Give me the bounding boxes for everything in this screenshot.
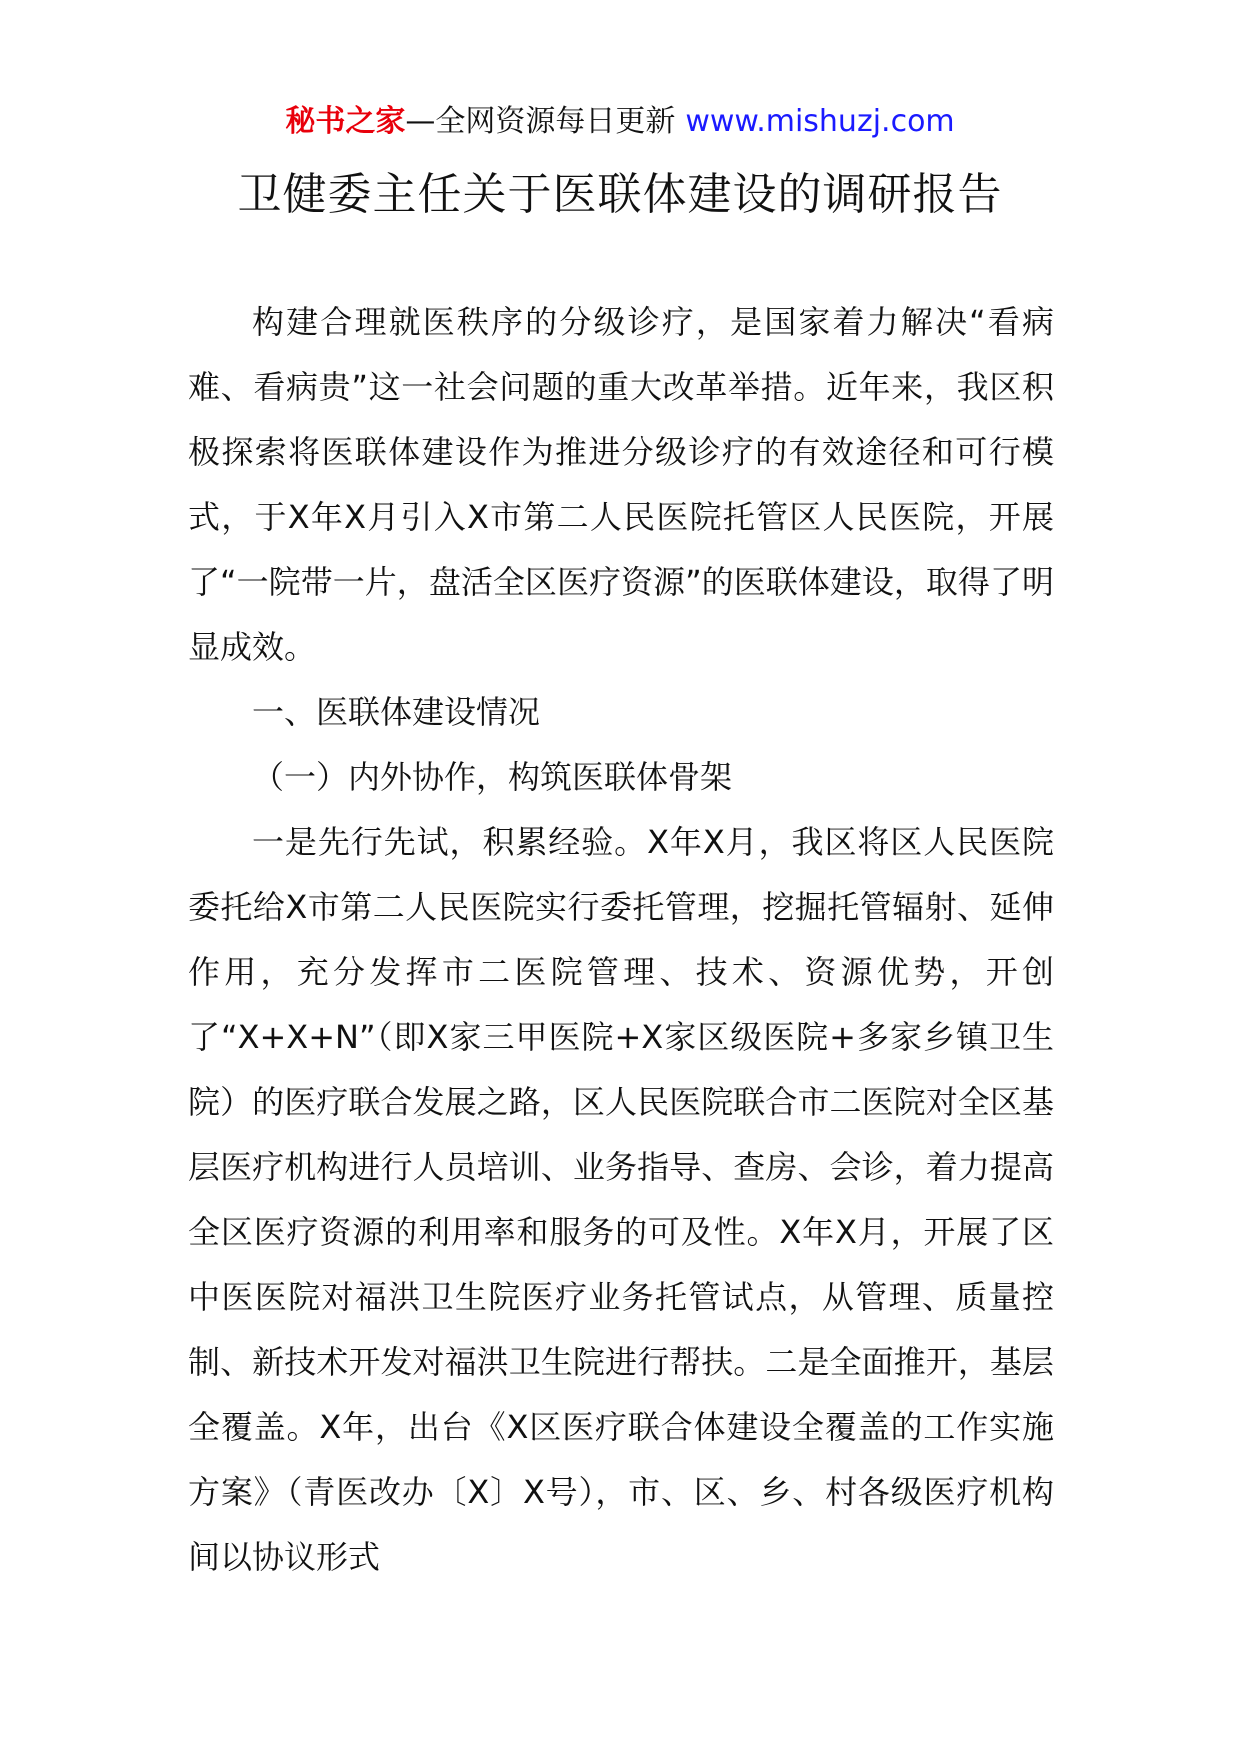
site-url-link[interactable]: www.mishuzj.com bbox=[685, 104, 955, 139]
document-body bbox=[188, 290, 1054, 1590]
body-paragraph: 一是先行先试，积累经验。X年X月，我区将区人民医院委托给X市第二人民医院实行委托管理，挖掘托管辐射、延伸作用，充分发挥市二医院管理、技术、资源优势，开创了“X+X+N”（即X家三甲医院+X家区级医院+多家乡镇卫生院）的医疗联合发展之路，区人民医院联合市二医院对全区基层医疗机构进行人员培训、业务指导、查房、会诊，着力提高全区医疗资源的利用率和服务的可及性。X年X月，开展了区中医医院对福洪卫生院医疗业务托管试点，从管理、质量控制、新技术开发对福洪卫生院进行帮扶。二是全面推开，基层全覆盖。X年，出台《X区医疗联合体建设全覆盖的工作实施方案》（青医改办〔X〕X号），市、区、乡、村各级医疗机构间以协议形式 bbox=[188, 823, 1054, 1576]
site-header bbox=[0, 100, 1240, 144]
document-title: 卫健委主任关于医联体建设的调研报告 bbox=[237, 169, 1003, 220]
brand-name: 秘书之家 bbox=[285, 104, 406, 139]
section-heading: 一、医联体建设情况 bbox=[252, 693, 541, 731]
subsection-heading: （一）内外协作，构筑医联体骨架 bbox=[252, 758, 733, 796]
intro-paragraph: 构建合理就医秩序的分级诊疗，是国家着力解决“看病难、看病贵”这一社会问题的重大改革举措。近年来，我区积极探索将医联体建设作为推进分级诊疗的有效途径和可行模式，于X年X月引入X市第二人民医院托管区人民医院，开展了“一院带一片，盘活全区医疗资源”的医联体建设，取得了明显成效。 bbox=[188, 303, 1054, 666]
header-tagline: —全网资源每日更新 bbox=[405, 104, 676, 139]
